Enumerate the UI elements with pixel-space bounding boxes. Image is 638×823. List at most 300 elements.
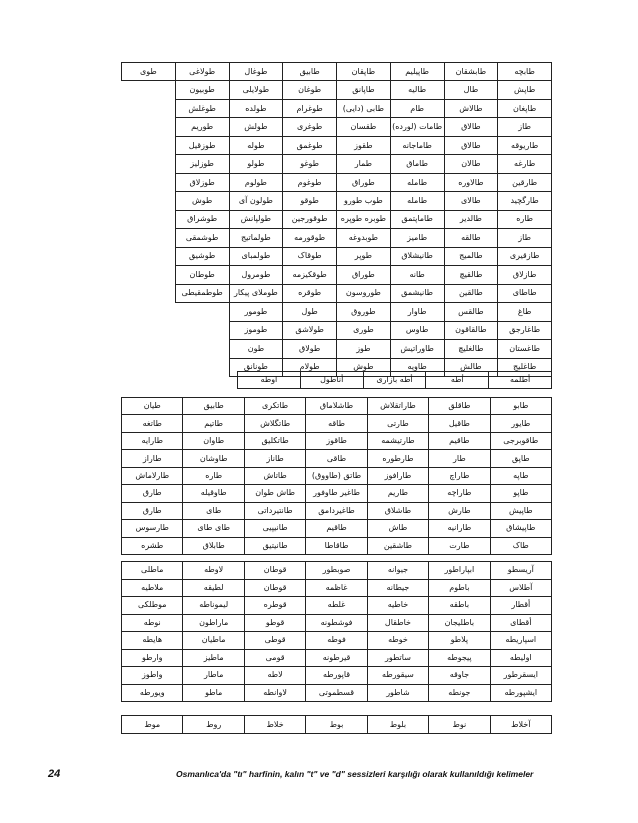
- word-cell: طامات (لورده): [390, 118, 444, 136]
- word-cell: طاپو: [490, 485, 551, 502]
- word-cell: قوطو: [244, 614, 305, 632]
- empty-cell: [122, 247, 176, 265]
- word-cell: طوله: [229, 136, 283, 154]
- word-cell: باطوم: [429, 579, 490, 597]
- table-row: [122, 579, 552, 597]
- word-cell: طاز: [498, 118, 552, 136]
- word-cell: طوبره طوپره: [337, 210, 391, 228]
- word-cell: طاپش: [498, 81, 552, 99]
- word-cell: طالمیج: [444, 247, 498, 265]
- word-cell: طاش: [367, 520, 428, 537]
- word-cell: طام: [390, 99, 444, 117]
- table-row: [122, 284, 552, 302]
- table-row: [122, 537, 552, 555]
- table-row: [122, 562, 552, 580]
- word-cell: ماطار: [183, 667, 244, 685]
- word-cell: طال: [444, 81, 498, 99]
- word-cell: طاپق: [490, 450, 551, 467]
- word-cell: طوزلاق: [175, 173, 229, 191]
- word-cell: ماطو: [183, 684, 244, 702]
- word-cell: طابیق: [283, 63, 337, 81]
- word-cell: فوطه: [306, 632, 367, 650]
- word-cell: صوبطور: [306, 562, 367, 580]
- word-cell: طازقیری: [498, 247, 552, 265]
- word-cell: طالقس: [444, 303, 498, 321]
- word-cell: طاقه: [306, 415, 367, 432]
- word-cell: طارطوره: [367, 450, 428, 467]
- word-cell: ویورطه: [122, 684, 183, 702]
- word-cell: طار: [429, 450, 490, 467]
- word-cell: طاش طوان: [244, 485, 305, 502]
- table-row: [122, 502, 552, 519]
- table-row: [122, 614, 552, 632]
- table-row: [122, 81, 552, 99]
- word-cell: قوطره: [244, 597, 305, 615]
- table-row: [122, 632, 552, 650]
- table-row: [122, 247, 552, 265]
- word-cell: طالقه: [444, 229, 498, 247]
- word-cell: طوغری: [283, 118, 337, 136]
- word-cell: طارت: [429, 537, 490, 555]
- table-row: [122, 649, 552, 667]
- word-cell: خوطه: [367, 632, 428, 650]
- word-cell: طاقیل: [429, 415, 490, 432]
- empty-cell: [122, 210, 176, 228]
- word-cell: أطه بازاری: [363, 372, 426, 389]
- word-cell: ابپاراطور: [429, 562, 490, 580]
- word-cell: طومور: [229, 303, 283, 321]
- word-cell: طارق: [122, 485, 183, 502]
- word-cell: طای: [183, 502, 244, 519]
- word-cell: طارافوز: [367, 467, 428, 484]
- word-cell: طوقاک: [283, 247, 337, 265]
- word-cell: جونطه: [429, 684, 490, 702]
- word-cell: طوری: [337, 321, 391, 339]
- empty-cell: [122, 321, 176, 339]
- word-cell: طاقیم: [429, 432, 490, 449]
- word-cell: طوز: [337, 340, 391, 358]
- empty-cell: [122, 229, 176, 247]
- word-cell: طوبدوغه: [337, 229, 391, 247]
- word-cell: طاپه: [490, 467, 551, 484]
- word-cell: طالای: [444, 192, 498, 210]
- word-cell: أقطای: [490, 614, 551, 632]
- word-cell: طولاق: [283, 340, 337, 358]
- word-cell: طاریم: [367, 485, 428, 502]
- word-cell: طوش: [337, 358, 391, 377]
- word-cell: طاز: [498, 229, 552, 247]
- empty-cell: [122, 340, 176, 358]
- word-cell: طاپانق: [337, 81, 391, 99]
- word-cell: طابشقان: [444, 63, 498, 81]
- word-cell: جیطانه: [367, 579, 428, 597]
- word-cell: طوزلیز: [175, 155, 229, 173]
- word-cell: أناطول: [300, 372, 363, 389]
- empty-cell: [175, 321, 229, 339]
- word-table-4: [121, 561, 552, 702]
- word-cell: آخلاط: [490, 716, 551, 734]
- word-cell: طالاق: [444, 136, 498, 154]
- table-row: [122, 63, 552, 81]
- word-cell: طوشراق: [175, 210, 229, 228]
- word-cell: طارگچید: [498, 192, 552, 210]
- word-cell: طاقیم: [306, 520, 367, 537]
- word-cell: طوریم: [175, 118, 229, 136]
- word-cell: طاتق (طاووق): [306, 467, 367, 484]
- word-cell: طارق: [122, 502, 183, 519]
- word-cell: طاماق: [390, 155, 444, 173]
- word-cell: طولوم: [229, 173, 283, 191]
- word-cell: قیرطونه: [306, 649, 367, 667]
- table-row: [122, 210, 552, 228]
- word-cell: طالاوره: [444, 173, 498, 191]
- word-cell: ایشپورطه: [490, 684, 551, 702]
- word-cell: خاطقال: [367, 614, 428, 632]
- word-table-1: [121, 62, 552, 377]
- word-cell: طارش: [429, 502, 490, 519]
- word-cell: طارسوس: [122, 520, 183, 537]
- word-cell: طالقیچ: [444, 266, 498, 284]
- word-cell: طوقره: [283, 284, 337, 302]
- word-cell: روط: [183, 716, 244, 734]
- word-cell: طاک: [490, 537, 551, 555]
- word-cell: پلاطو: [429, 632, 490, 650]
- word-cell: اوطه: [238, 372, 301, 389]
- empty-cell: [122, 155, 176, 173]
- word-cell: طوی: [122, 63, 176, 81]
- word-cell: طاتاش: [244, 467, 305, 484]
- empty-cell: [122, 303, 176, 321]
- word-cell: طوراق: [337, 266, 391, 284]
- word-cell: طای طای: [183, 520, 244, 537]
- word-cell: طولاغی: [175, 63, 229, 81]
- word-cell: قوطی: [244, 632, 305, 650]
- word-cell: ماطیز: [183, 649, 244, 667]
- word-cell: طشره: [122, 537, 183, 555]
- empty-cell: [122, 284, 176, 302]
- table-row: [122, 450, 552, 467]
- word-cell: طوزقیل: [175, 136, 229, 154]
- word-cell: طاتیم: [183, 415, 244, 432]
- word-cell: بوط: [306, 716, 367, 734]
- word-cell: طاطای: [498, 284, 552, 302]
- word-cell: سیقورطه: [367, 667, 428, 685]
- word-cell: طانیشلاق: [390, 247, 444, 265]
- word-cell: طالاش: [444, 99, 498, 117]
- word-cell: طامله: [390, 192, 444, 210]
- word-cell: طوموز: [229, 321, 283, 339]
- word-cell: قوطان: [244, 562, 305, 580]
- page-caption: Osmanlıca'da "tı" harfinin, kalın "t" ve "d" sessizleri karşılığı olarak kullanıldığı kelimeler: [176, 769, 534, 779]
- word-cell: طاناز: [244, 450, 305, 467]
- word-cell: موطلکی: [122, 597, 183, 615]
- empty-cell: [122, 81, 176, 99]
- word-cell: طاغستان: [498, 340, 552, 358]
- empty-cell: [122, 99, 176, 117]
- word-cell: شاطور: [367, 684, 428, 702]
- word-cell: أطه: [426, 372, 489, 389]
- word-cell: قاپورطه: [306, 667, 367, 685]
- word-cell: طاغیر طاوفور: [306, 485, 367, 502]
- word-cell: طایور: [490, 415, 551, 432]
- empty-cell: [175, 340, 229, 358]
- word-cell: آطلاس: [490, 579, 551, 597]
- word-cell: طالقاقون: [444, 321, 498, 339]
- word-cell: طاقلق: [429, 398, 490, 415]
- word-cell: طامله: [390, 173, 444, 191]
- word-cell: طاتغه: [122, 415, 183, 432]
- word-cell: جاوقه: [429, 667, 490, 685]
- word-cell: طولده: [229, 99, 283, 117]
- empty-cell: [122, 118, 176, 136]
- table-row: [122, 432, 552, 449]
- word-cell: طاریوقه: [498, 136, 552, 154]
- page-number: 24: [48, 768, 61, 780]
- word-cell: أقطار: [490, 597, 551, 615]
- word-cell: طاوس: [390, 321, 444, 339]
- word-cell: هایطه: [122, 632, 183, 650]
- word-cell: طالاق: [444, 118, 498, 136]
- word-cell: طاراچ: [429, 467, 490, 484]
- word-cell: طاراز: [122, 450, 183, 467]
- table-row: [122, 266, 552, 284]
- word-cell: قوطان: [244, 579, 305, 597]
- word-cell: طابچه: [498, 63, 552, 81]
- word-cell: نوط: [429, 716, 490, 734]
- word-cell: طوش: [175, 192, 229, 210]
- word-cell: طوشیق: [175, 247, 229, 265]
- word-cell: طوغرام: [283, 99, 337, 117]
- empty-cell: [122, 192, 176, 210]
- word-cell: طابلاق: [183, 537, 244, 555]
- word-cell: باطقه: [429, 597, 490, 615]
- table-row: [122, 467, 552, 484]
- word-cell: طانتیرداتی: [244, 502, 305, 519]
- word-cell: پیجوطه: [429, 649, 490, 667]
- table-row: [122, 173, 552, 191]
- word-cell: طولش: [229, 118, 283, 136]
- word-cell: لاطه: [244, 667, 305, 685]
- word-cell: طارقین: [498, 173, 552, 191]
- word-cell: ماطلی: [122, 562, 183, 580]
- word-cell: طاویه: [390, 358, 444, 377]
- table-row: [122, 229, 552, 247]
- word-cell: طاماجانه: [390, 136, 444, 154]
- word-cell: طاره: [498, 210, 552, 228]
- table-row: [238, 372, 552, 389]
- word-cell: طونانق: [229, 358, 283, 377]
- word-cell: بلوط: [367, 716, 428, 734]
- word-cell: خلاط: [244, 716, 305, 734]
- table-row: [122, 118, 552, 136]
- word-cell: طاوار: [390, 303, 444, 321]
- word-cell: طاقاطا: [306, 537, 367, 555]
- word-cell: طاقوبرجی: [490, 432, 551, 449]
- word-cell: طاغ: [498, 303, 552, 321]
- word-cell: طولون آی: [229, 192, 283, 210]
- table-row: [122, 136, 552, 154]
- word-cell: طاراچه: [429, 485, 490, 502]
- word-cell: باطلیجان: [429, 614, 490, 632]
- word-cell: طانه: [390, 266, 444, 284]
- word-cell: اولیطه: [490, 649, 551, 667]
- word-cell: طاشلاق: [367, 502, 428, 519]
- word-cell: طالقین: [444, 284, 498, 302]
- word-cell: طولام: [283, 358, 337, 377]
- word-cell: طوقورمه: [283, 229, 337, 247]
- word-cell: أطلمه: [489, 372, 552, 389]
- word-cell: ملاطیه: [122, 579, 183, 597]
- empty-cell: [122, 358, 176, 377]
- table-row: [122, 415, 552, 432]
- word-cell: طابو: [490, 398, 551, 415]
- word-cell: طارلاماش: [122, 467, 183, 484]
- word-cell: طوپر: [337, 247, 391, 265]
- table-row: [122, 485, 552, 502]
- word-cell: طوغوم: [283, 173, 337, 191]
- word-cell: طوقو: [283, 192, 337, 210]
- word-cell: طومرول: [229, 266, 283, 284]
- word-cell: طانیتیق: [244, 537, 305, 555]
- table-row: [122, 192, 552, 210]
- word-cell: طوروق: [337, 303, 391, 321]
- word-cell: موط: [122, 716, 183, 734]
- word-cell: طاراتقلاش: [367, 398, 428, 415]
- word-cell: قومی: [244, 649, 305, 667]
- word-cell: طولپانش: [229, 210, 283, 228]
- word-cell: طالان: [444, 155, 498, 173]
- word-cell: طوغلش: [175, 99, 229, 117]
- word-cell: طوراق: [337, 173, 391, 191]
- word-table-3: [121, 397, 552, 555]
- word-cell: طازلاق: [498, 266, 552, 284]
- word-cell: ایسقرطور: [490, 667, 551, 685]
- word-cell: طاغیردامق: [306, 502, 367, 519]
- table-row: [122, 684, 552, 702]
- word-cell: طارتی: [367, 415, 428, 432]
- word-cell: طانیپیی: [244, 520, 305, 537]
- word-cell: طاماپتمق: [390, 210, 444, 228]
- word-cell: طانیشمق: [390, 284, 444, 302]
- word-cell: طون: [229, 340, 283, 358]
- word-cell: طارانیه: [429, 520, 490, 537]
- word-cell: طوغال: [229, 63, 283, 81]
- word-cell: طاقی: [306, 450, 367, 467]
- table-row: [122, 398, 552, 415]
- word-cell: لاوانطه: [244, 684, 305, 702]
- word-cell: طوطمقیطی: [175, 284, 229, 302]
- empty-cell: [122, 173, 176, 191]
- word-cell: طوملای پیکار: [229, 284, 283, 302]
- word-cell: طاقوز: [306, 432, 367, 449]
- word-cell: طامیز: [390, 229, 444, 247]
- word-cell: طارتیشمه: [367, 432, 428, 449]
- word-cell: طاوراتیش: [390, 340, 444, 358]
- word-cell: طوقکیزمه: [283, 266, 337, 284]
- table-row: [122, 667, 552, 685]
- word-cell: طوشمقی: [175, 229, 229, 247]
- word-cell: طوروسون: [337, 284, 391, 302]
- word-cell: لاوطه: [183, 562, 244, 580]
- word-cell: طوبیون: [175, 81, 229, 99]
- word-cell: طالغلیچ: [444, 340, 498, 358]
- word-cell: فوشطونه: [306, 614, 367, 632]
- word-cell: طوطان: [175, 266, 229, 284]
- word-cell: غلطه: [306, 597, 367, 615]
- table-row: [122, 597, 552, 615]
- word-cell: قسطموتی: [306, 684, 367, 702]
- word-cell: طاپیش: [490, 502, 551, 519]
- word-cell: ماطیان: [183, 632, 244, 650]
- word-table-2: [237, 371, 552, 389]
- word-cell: طاره: [183, 467, 244, 484]
- word-cell: طاوان: [183, 432, 244, 449]
- word-cell: طاوشان: [183, 450, 244, 467]
- word-cell: طولاشق: [283, 321, 337, 339]
- empty-cell: [122, 266, 176, 284]
- word-cell: طاتکری: [244, 398, 305, 415]
- word-cell: طاپیشاق: [490, 520, 551, 537]
- word-cell: لطیقه: [183, 579, 244, 597]
- table-row: [122, 321, 552, 339]
- word-cell: طولماتیج: [229, 229, 283, 247]
- table-row: [122, 716, 552, 734]
- word-cell: وارطو: [122, 649, 183, 667]
- word-cell: طقسان: [337, 118, 391, 136]
- word-cell: غاظمه: [306, 579, 367, 597]
- word-cell: نوطه: [122, 614, 183, 632]
- word-cell: طولایلی: [229, 81, 283, 99]
- word-cell: طوغان: [283, 81, 337, 99]
- empty-cell: [122, 136, 176, 154]
- word-cell: طاپغان: [498, 99, 552, 117]
- empty-cell: [175, 303, 229, 321]
- word-cell: طاپیلیم: [390, 63, 444, 81]
- word-cell: ماراطون: [183, 614, 244, 632]
- word-cell: طوب طورو: [337, 192, 391, 210]
- word-cell: طول: [283, 303, 337, 321]
- word-cell: آریسطو: [490, 562, 551, 580]
- word-cell: طولو: [229, 155, 283, 173]
- word-cell: طاپقان: [337, 63, 391, 81]
- word-cell: طالیه: [390, 81, 444, 99]
- word-cell: طابیق: [183, 398, 244, 415]
- word-cell: طاوقیله: [183, 485, 244, 502]
- word-cell: خاطیه: [367, 597, 428, 615]
- word-cell: طمار: [337, 155, 391, 173]
- word-cell: لیموناطه: [183, 597, 244, 615]
- word-cell: واطوز: [122, 667, 183, 685]
- word-cell: طاشقین: [367, 537, 428, 555]
- word-cell: طاشلاماق: [306, 398, 367, 415]
- table-row: [122, 303, 552, 321]
- word-cell: طقوز: [337, 136, 391, 154]
- word-cell: طولمباى: [229, 247, 283, 265]
- table-row: [122, 99, 552, 117]
- word-table-5: [121, 715, 552, 734]
- table-row: [122, 340, 552, 358]
- word-cell: طاغارجق: [498, 321, 552, 339]
- word-cell: طوغو: [283, 155, 337, 173]
- word-cell: طوغمق: [283, 136, 337, 154]
- word-cell: طالش: [444, 358, 498, 377]
- word-cell: اسپاریطه: [490, 632, 551, 650]
- word-cell: طارایه: [122, 432, 183, 449]
- word-cell: طاتکلیق: [244, 432, 305, 449]
- word-cell: طارغه: [498, 155, 552, 173]
- word-cell: جیوانه: [367, 562, 428, 580]
- word-cell: طوقورجین: [283, 210, 337, 228]
